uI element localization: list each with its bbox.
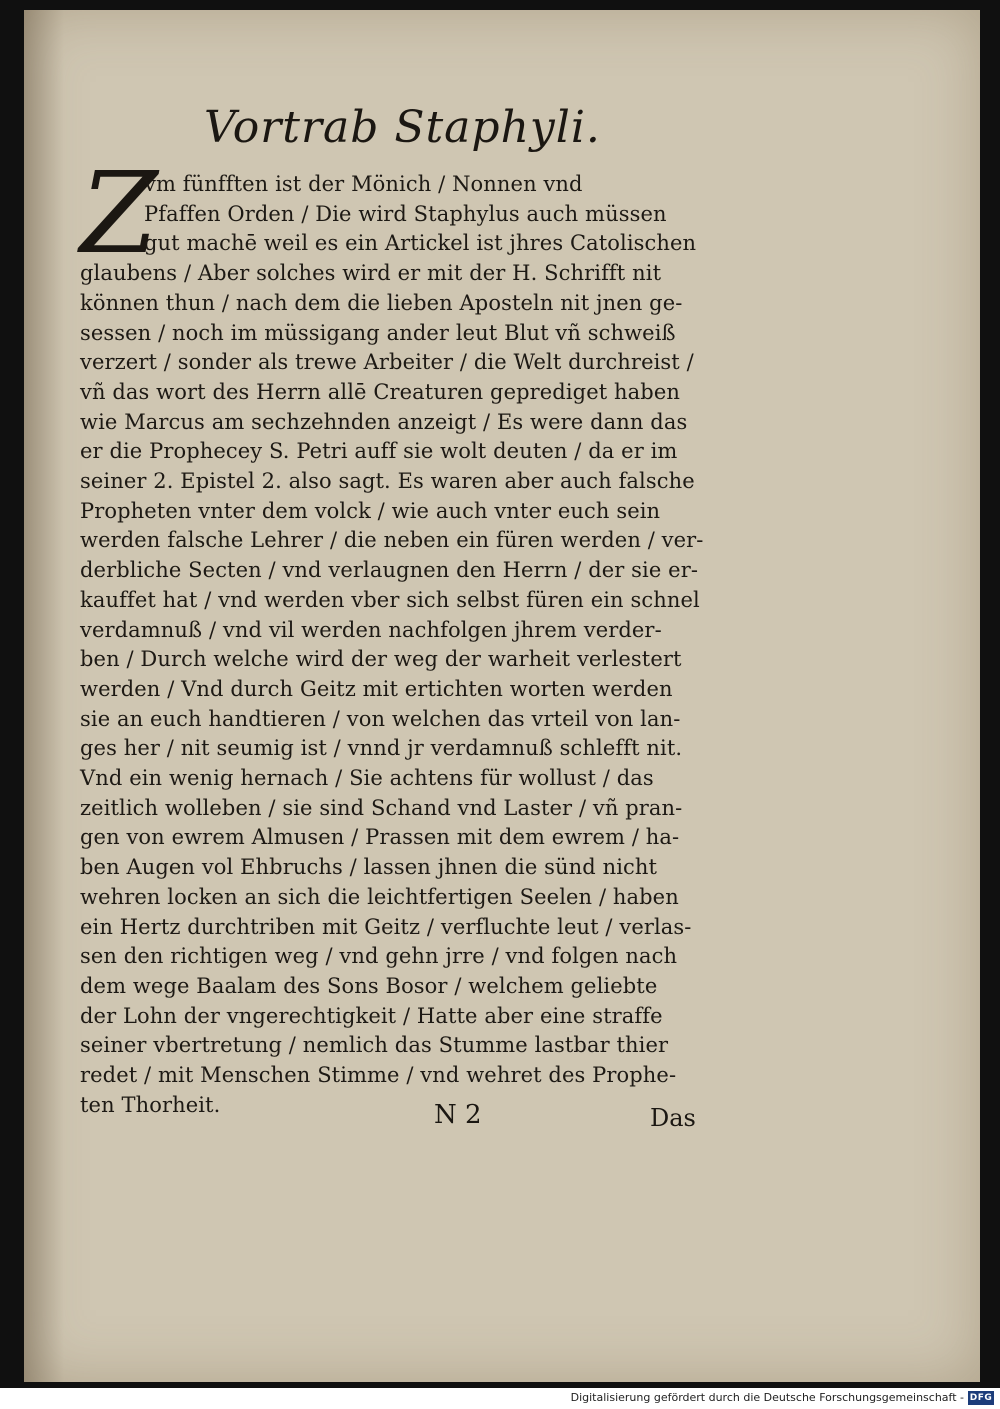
credit-bar xyxy=(0,1388,1000,1409)
text-line: Vnd ein wenig hernach / Sie achtens für wollust / das xyxy=(80,766,654,790)
text-line: der Lohn der vngerechtigkeit / Hatte aber eine straffe xyxy=(80,1003,663,1028)
text-line: Propheten vnter dem volck / wie auch vnter euch sein xyxy=(80,498,661,523)
text-line: dem wege Baalam des Sons Bosor / welchem geliebte xyxy=(80,973,658,998)
drop-cap: Z xyxy=(80,149,158,279)
text-line: redet / mit Menschen Stimme / vnd wehret des Prophe- xyxy=(80,1063,677,1087)
text-line: sie an euch handtieren / von welchen das vrteil von lan- xyxy=(80,706,681,731)
catchword: Das xyxy=(650,1104,696,1132)
text-line: sessen / noch im müssigang ander leut Blut vñ schweiß xyxy=(80,320,676,345)
text-line: Pfaffen Orden / Die wird Staphylus auch müssen xyxy=(144,201,667,226)
text-line: ein Hertz durchtriben mit Geitz / verfluchte leut / verlas- xyxy=(80,914,692,939)
text-line: er die Prophecey S. Petri auff sie wolt deuten / da er im xyxy=(80,439,678,464)
text-line: zeitlich wolleben / sie sind Schand vnd Laster / vñ pran- xyxy=(80,795,683,820)
text-line: ten Thorheit. xyxy=(80,1092,221,1117)
dfg-logo-icon: DFG xyxy=(969,1393,993,1403)
document-page xyxy=(24,10,980,1382)
text-line: werden falsche Lehrer / die neben ein füren werden / ver- xyxy=(80,528,704,553)
text-line: seiner vbertretung / nemlich das Stumme lastbar thier xyxy=(80,1033,669,1058)
text-line: werden / Vnd durch Geitz mit ertichten worten werden xyxy=(80,676,673,701)
text-line: vñ das wort des Herrn allē Creaturen geprediget haben xyxy=(80,379,680,404)
text-line: ben Augen vol Ehbruchs / lassen jhnen die sünd nicht xyxy=(80,855,658,880)
credit-text: Digitalisierung gefördert durch die Deutsche Forschungsgemeinschaft - xyxy=(570,1391,964,1404)
text-line: wehren locken an sich die leichtfertigen Seelen / haben xyxy=(80,884,679,909)
page-gutter-shadow xyxy=(24,10,64,1382)
text-line: glaubens / Aber solches wird er mit der H. Schrifft nit xyxy=(80,261,662,286)
text-line: wie Marcus am sechzehnden anzeigt / Es were dann das xyxy=(80,409,688,434)
text-line: vm fünfften ist der Mönich / Nonnen vnd xyxy=(144,172,583,196)
text-line: gut machē weil es ein Artickel ist jhres Catolischen xyxy=(144,231,697,256)
signature-mark: N 2 xyxy=(434,1100,482,1130)
text-line: seiner 2. Epistel 2. also sagt. Es waren aber auch falsche xyxy=(80,469,695,493)
text-line: können thun / nach dem die lieben Aposteln nit jnen ge- xyxy=(80,290,683,315)
running-head: Vortrab Staphyli. xyxy=(204,102,601,153)
text-line: kauffet hat / vnd werden vber sich selbst füren ein schnel xyxy=(80,587,700,612)
text-line: derbliche Secten / vnd verlaugnen den Herrn / der sie er- xyxy=(80,558,699,583)
text-line: verzert / sonder als trewe Arbeiter / die Welt durchreist / xyxy=(80,350,694,375)
text-line: gen von ewrem Almusen / Prassen mit dem ewrem / ha- xyxy=(80,825,680,850)
text-line: ges her / nit seumig ist / vnnd jr verdamnuß schlefft nit. xyxy=(80,736,683,761)
text-line: verdamnuß / vnd vil werden nachfolgen jhrem verder- xyxy=(80,617,662,642)
text-line: sen den richtigen weg / vnd gehn jrre / vnd folgen nach xyxy=(80,944,678,969)
text-line: ben / Durch welche wird der weg der warheit verlestert xyxy=(80,647,682,672)
